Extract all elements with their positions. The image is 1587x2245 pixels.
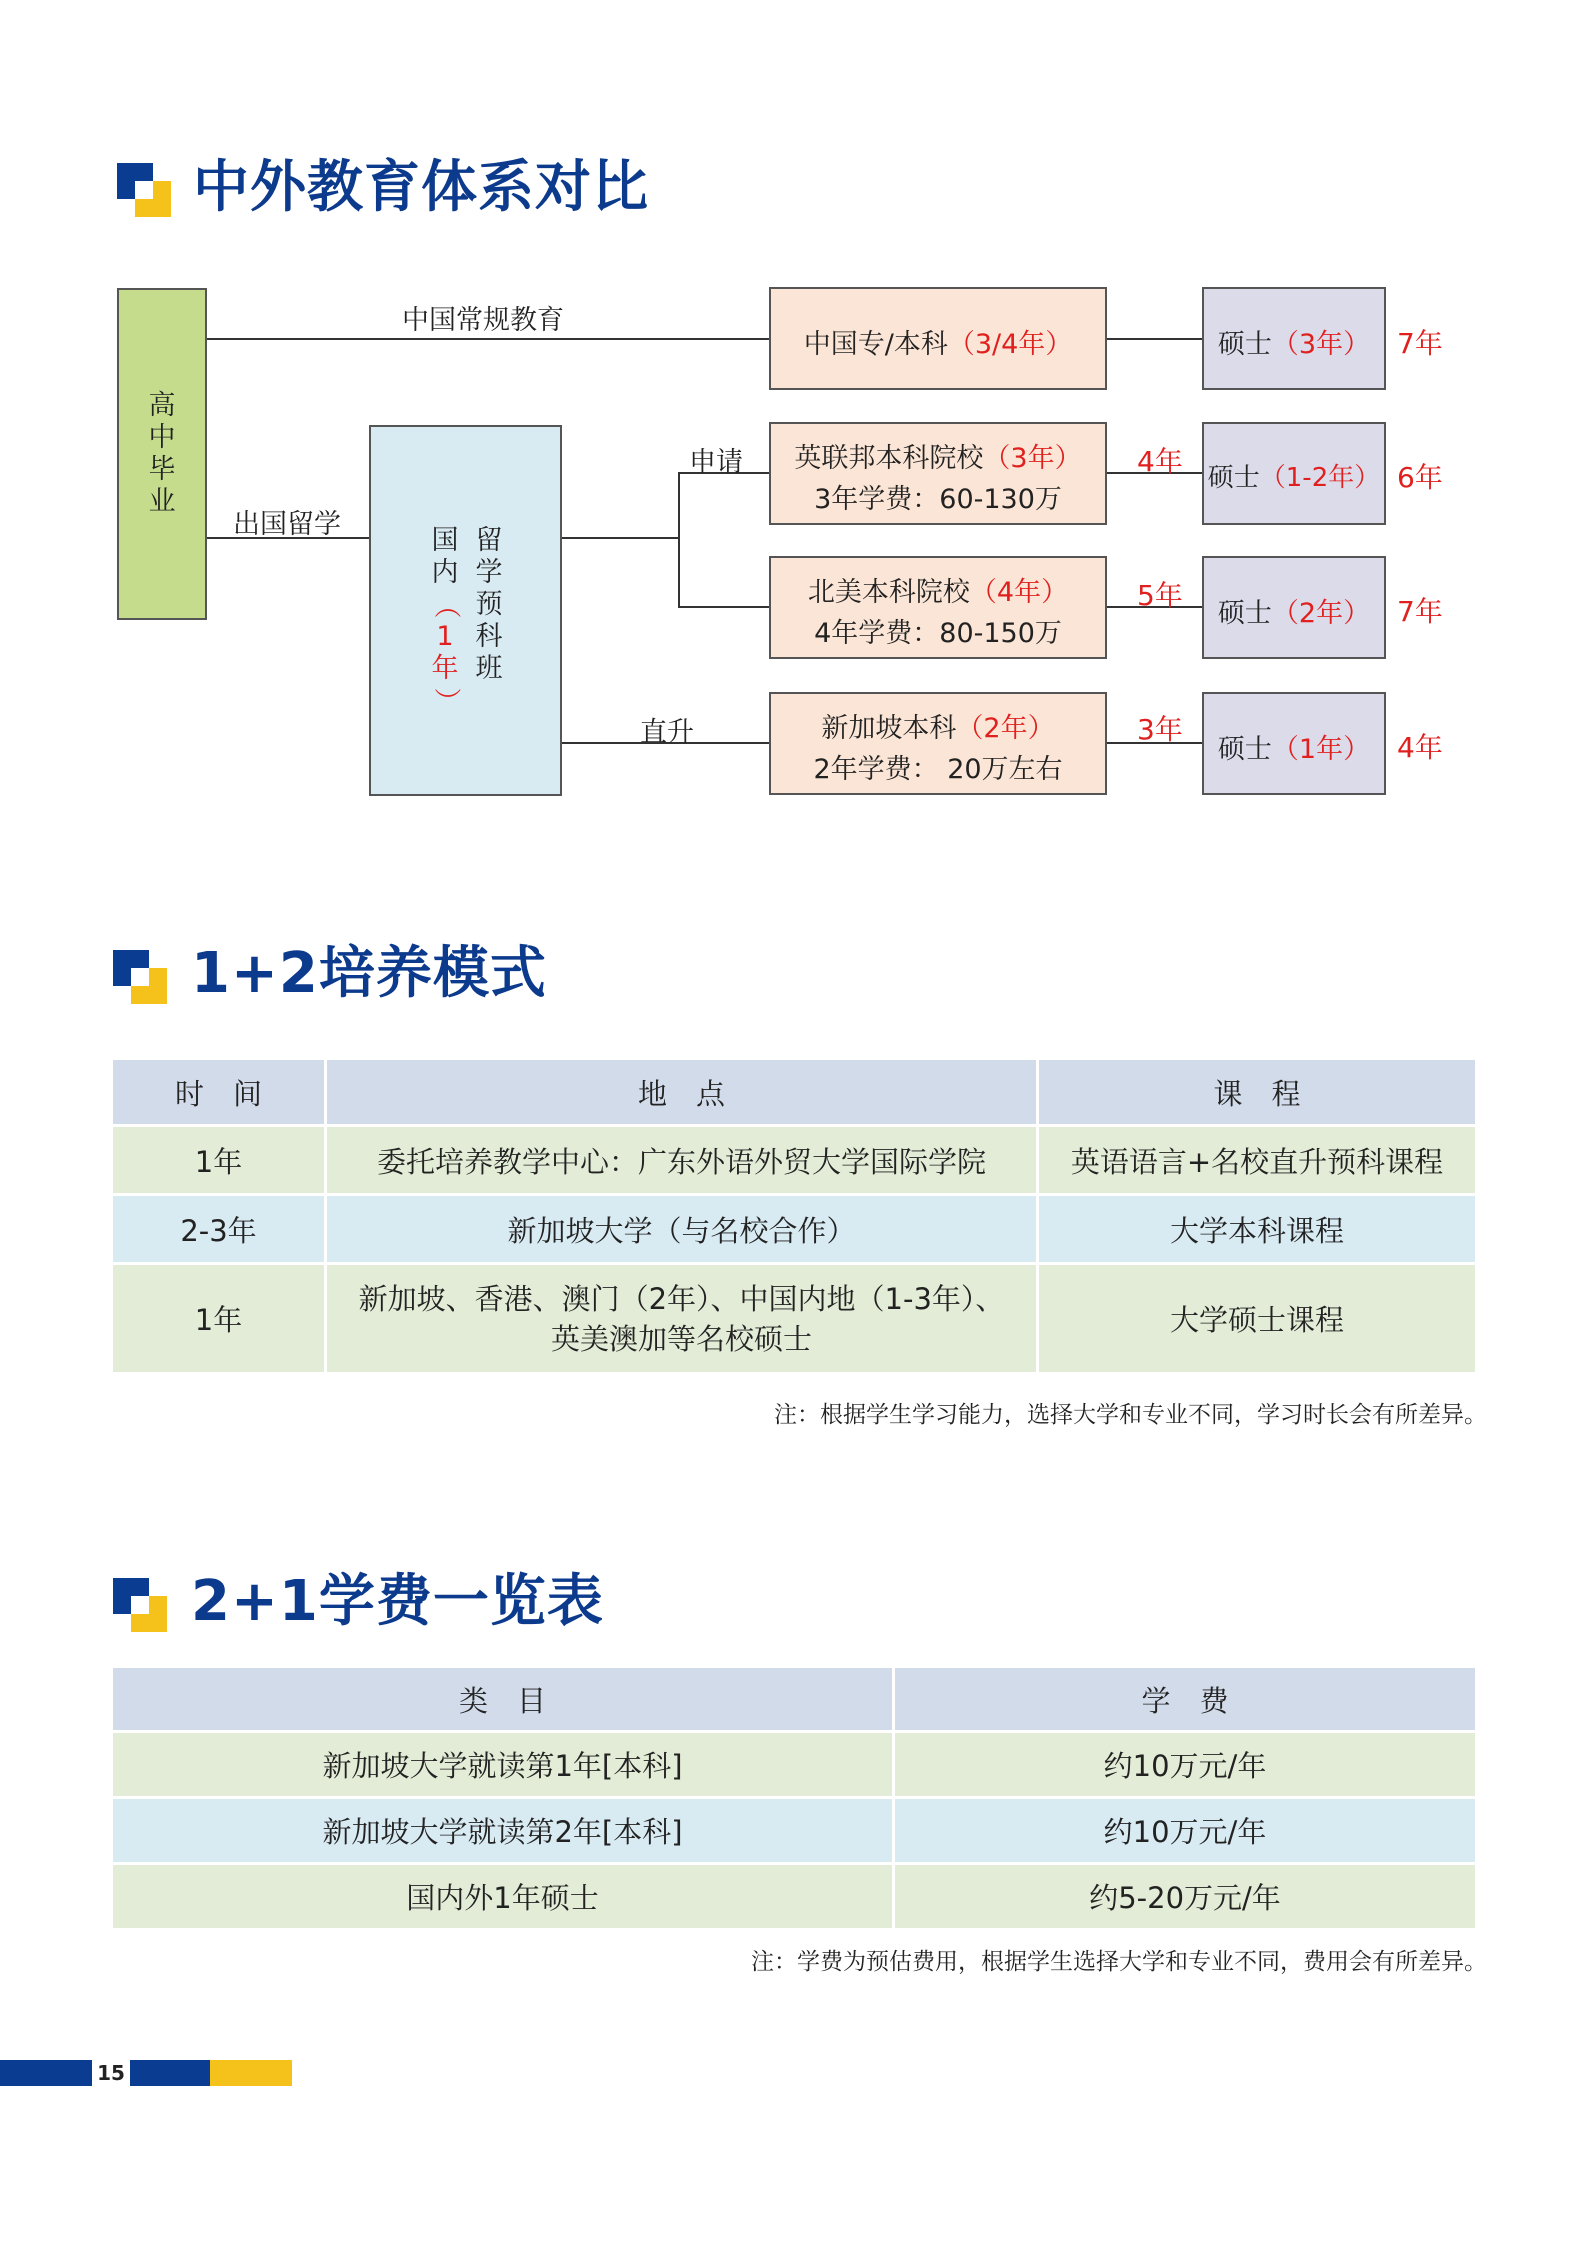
table-row: 1年 新加坡、香港、澳门（2年）、中国内地（1-3年）、 英美澳加等名校硕士 大学硕士课程 — [113, 1265, 1475, 1375]
master-box-uk: 硕士（1-2年） — [1202, 422, 1386, 525]
footer-bar-yellow — [210, 2060, 292, 2086]
table-row: 国内外1年硕士 约5-20万元/年 — [113, 1865, 1475, 1931]
years-to-bachelor-sg: 3年 — [1137, 713, 1183, 746]
total-years-uk: 6年 — [1397, 461, 1443, 494]
master-box-na: 硕士（2年） — [1202, 556, 1386, 659]
footer-bar-blue-right — [130, 2060, 210, 2086]
table-row: 1年 委托培养教学中心：广东外语外贸大学国际学院 英语语言+名校直升预科课程 — [113, 1127, 1475, 1196]
col-header-time: 时 间 — [113, 1060, 327, 1127]
col-header-fee: 学 费 — [895, 1668, 1475, 1733]
table-row: 新加坡大学就读第1年[本科] 约10万元/年 — [113, 1733, 1475, 1799]
master-box-sg: 硕士（1年） — [1202, 692, 1386, 795]
north-america-university-box: 北美本科院校（4年） 4年学费：80-150万 — [769, 556, 1107, 659]
col-header-location: 地 点 — [327, 1060, 1039, 1127]
label-direct: 直升 — [640, 717, 694, 748]
prep-class-col-domestic: 国 内 （ 1 年 ） — [430, 525, 461, 715]
table-row: 2-3年 新加坡大学（与名校合作） 大学本科课程 — [113, 1196, 1475, 1265]
label-apply: 申请 — [689, 447, 743, 478]
total-years-na: 7年 — [1397, 595, 1443, 628]
high-school-box — [117, 288, 207, 620]
tuition-note: 注：学费为预估费用，根据学生选择大学和专业不同，费用会有所差异。 — [751, 1949, 1487, 1975]
col-header-category: 类 目 — [113, 1668, 895, 1733]
table-note: 注：根据学生学习能力，选择大学和专业不同，学习时长会有所差异。 — [774, 1402, 1487, 1428]
singapore-university-box: 新加坡本科（2年） 2年学费： 20万左右 — [769, 692, 1107, 795]
table-header-row — [113, 1060, 1475, 1127]
label-regular-education: 中国常规教育 — [402, 305, 564, 336]
tuition-table — [113, 1668, 1475, 1931]
master-box-china: 硕士（3年） — [1202, 287, 1386, 390]
col-header-course: 课 程 — [1039, 1060, 1475, 1127]
section-title-training-model: 1+2培养模式 — [191, 941, 547, 1006]
prep-class-col-name: 留学预科班 — [475, 525, 503, 684]
table-row: 新加坡大学就读第2年[本科] 约10万元/年 — [113, 1799, 1475, 1865]
china-university-box: 中国专/本科（3/4年） — [769, 287, 1107, 390]
total-years-china: 7年 — [1397, 327, 1443, 360]
section-marker-icon — [113, 950, 171, 1008]
section-title-education-comparison: 中外教育体系对比 — [193, 155, 649, 220]
label-study-abroad: 出国留学 — [233, 509, 341, 540]
years-to-bachelor-uk: 4年 — [1137, 445, 1183, 478]
table-header-row — [113, 1668, 1475, 1733]
training-model-table — [113, 1060, 1475, 1375]
prep-class-box — [369, 425, 562, 796]
footer-bar-blue-left — [0, 2060, 92, 2086]
years-to-bachelor-na: 5年 — [1137, 579, 1183, 612]
total-years-sg: 4年 — [1397, 731, 1443, 764]
page-number: 15 — [97, 2061, 125, 2085]
high-school-label: 高中毕业 — [148, 390, 176, 517]
section-marker-icon — [113, 1578, 171, 1636]
section-title-tuition: 2+1学费一览表 — [191, 1569, 604, 1634]
uk-university-box: 英联邦本科院校（3年） 3年学费：60-130万 — [769, 422, 1107, 525]
section-marker-icon — [117, 163, 175, 221]
